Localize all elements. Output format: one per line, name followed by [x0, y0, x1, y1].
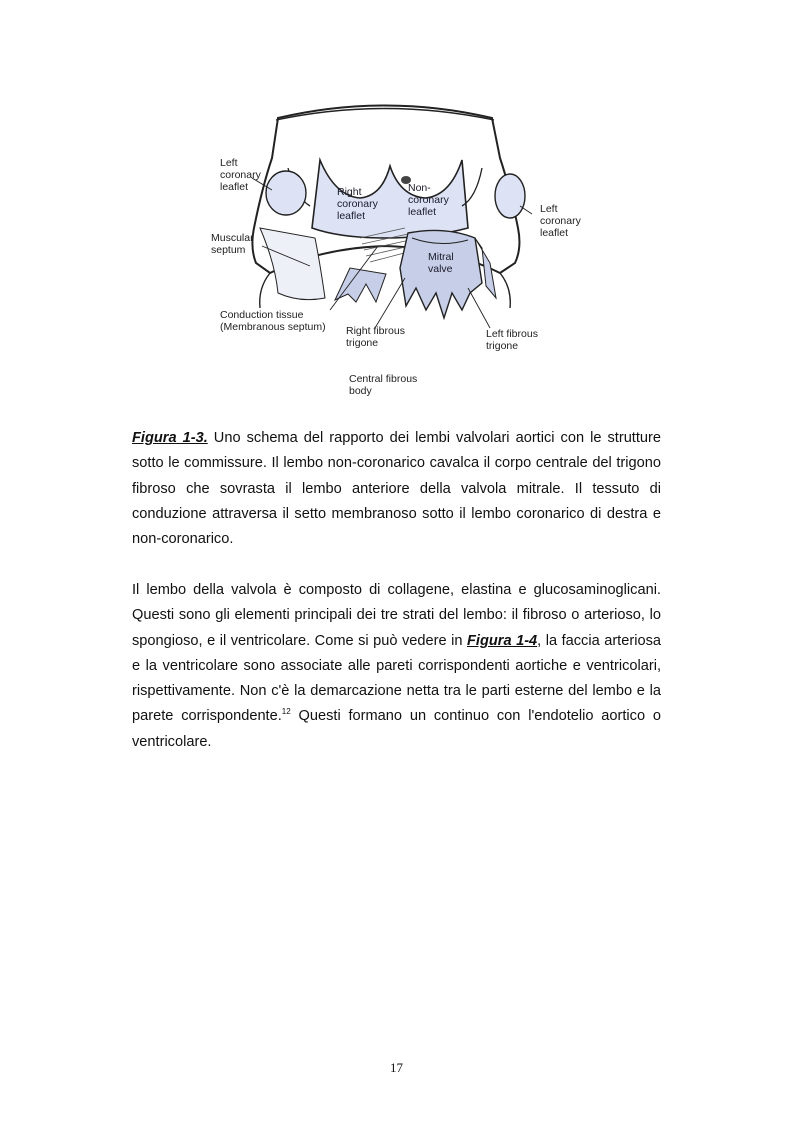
aortic-valve-diagram [200, 88, 581, 408]
label-left-coronary-leaflet-left: Left coronary leaflet [220, 157, 261, 193]
paragraph-part-2: , la faccia arteriosa e la ventricolare sono associate alle pareti corrispondenti aortiche e ventricolari, rispettivamente. Non c'è la demarcazione netta tra le parti esterne del lembo e la parete corrispondente. [132, 632, 661, 725]
paragraph-part-3: Questi formano un continuo con l'endotelio aortico o ventricolare. [132, 708, 662, 750]
label-left-fibrous-trigone: Left fibrous trigone [486, 328, 538, 352]
citation-superscript: 12 [281, 707, 291, 717]
aortic-valve-figure [200, 88, 581, 408]
paragraph-part-1: Il lembo della valvola è composto di collagene, elastina e glucosaminoglicani. Questi sono gli elementi principali dei tre strati del lembo: il fibroso o arterioso, lo spongioso, e il ventricolare. Come si può vedere in [132, 582, 661, 649]
paragraph-figure-ref: Figura 1-4 [466, 632, 538, 649]
label-non-coronary-leaflet: Non- coronary leaflet [408, 182, 449, 218]
caption-figure-ref: Figura 1-3. [132, 430, 208, 446]
label-muscular-septum: Muscular septum [211, 232, 254, 256]
caption-text: Uno schema del rapporto dei lembi valvolari aortici con le strutture sotto le commissure. Il lembo non-coronarico cavalca il corpo centrale del trigono fibroso che sovrasta il lembo anteriore della valvola mitrale. Il tessuto di conduzione attraversa il setto membranoso sotto il lembo coronarico di destra e non-coronarico. [132, 430, 662, 548]
label-right-coronary-leaflet: Right coronary leaflet [337, 186, 378, 222]
body-paragraph [132, 578, 661, 755]
label-central-fibrous-body: Central fibrous body [349, 373, 418, 397]
label-right-fibrous-trigone: Right fibrous trigone [346, 325, 405, 349]
figure-caption [132, 426, 661, 552]
label-mitral-valve: Mitral valve [428, 251, 454, 275]
label-conduction-tissue: Conduction tissue (Membranous septum) [220, 309, 326, 333]
label-left-coronary-leaflet-right: Left coronary leaflet [540, 203, 581, 239]
page-number: 17 [390, 1060, 403, 1075]
